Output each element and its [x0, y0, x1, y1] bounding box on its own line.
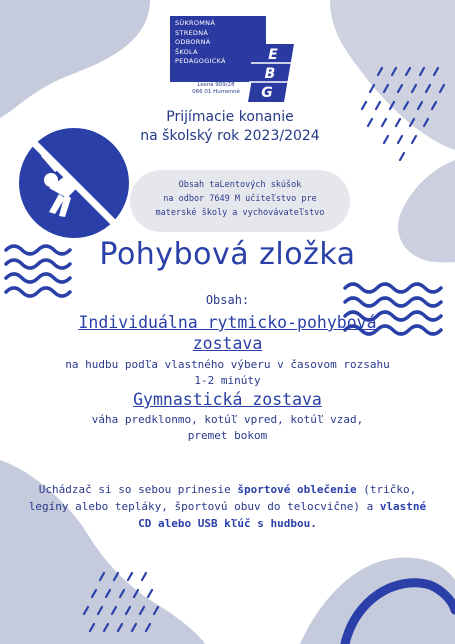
logo-line: ODBORNÁ [175, 38, 211, 47]
heading-line-1: Prijímacie konanie [166, 109, 294, 125]
equipment-note [25, 481, 430, 532]
address-line-1: Lesná 909/28 [197, 82, 235, 88]
note-text-2: (tričko, legíny alebo tepláky, športovú obuv do telocvične) a [28, 483, 417, 513]
note-bold-clothing: športové oblečenie [237, 483, 357, 496]
svg-text:E: E [268, 47, 278, 63]
section2-description [0, 412, 455, 444]
section1-title-line-1: Individuálna rytmicko-pohybová [78, 313, 377, 332]
address-line-2: 066 01 Humenné [192, 89, 240, 95]
pill-line-3: materské školy a vychovávateľstvo [155, 208, 325, 218]
blob-bottom-right [300, 558, 455, 644]
pill-line-1: Obsah taLentových skúšok [178, 180, 302, 190]
note-bold-music: vlastné CD alebo USB kľúč s hudbou. [138, 500, 427, 530]
logo-line: SÚKROMNÁ [175, 19, 216, 27]
logo-line: ŠKOLA [175, 47, 198, 56]
page-title: Pohybová zložka [99, 237, 356, 272]
blob-top-left [0, 0, 150, 118]
logo-line: STREDNÁ [175, 28, 209, 37]
logo-address [168, 82, 264, 96]
section1-title [40, 312, 415, 354]
logo-line: PEDAGOGICKÁ [175, 57, 226, 66]
gymnast-icon [19, 128, 129, 238]
section1-title-line-2: zostava [192, 334, 263, 353]
svg-text:B: B [264, 66, 276, 82]
exam-info-text [130, 178, 350, 220]
section2-desc-line-1: váha predklonmo, kotúľ vpred, kotúľ vzad, [91, 413, 364, 426]
section2-desc-line-2: premet bokom [187, 429, 268, 442]
pill-line-2: na odbor 7649 M učiteľstvo pre [163, 194, 317, 204]
section2-title: Gymnastická zostava [133, 390, 322, 409]
admission-heading [110, 108, 350, 146]
svg-text:G: G [261, 85, 273, 101]
obsah-label: Obsah: [205, 293, 250, 307]
note-text-1: Uchádzač si so sebou prinesie [38, 483, 238, 496]
section1-desc-line-2: 1-2 minúty [194, 374, 261, 387]
section1-description [0, 357, 455, 389]
section1-desc-line-1: na hudbu podľa vlastného výberu v časovom rozsahu [65, 358, 390, 371]
heading-line-2: na školský rok 2023/2024 [140, 128, 320, 144]
